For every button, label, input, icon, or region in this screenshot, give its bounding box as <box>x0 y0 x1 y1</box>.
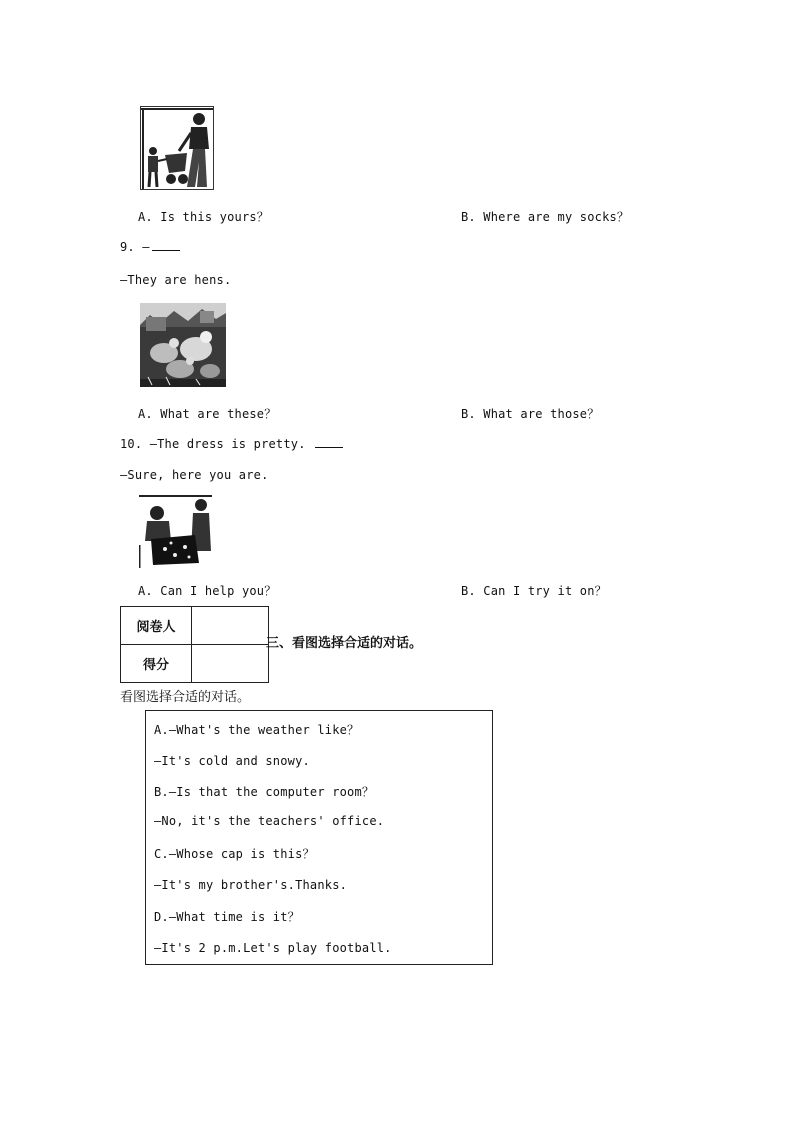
q9-option-b[interactable]: B. What are those？ <box>461 407 600 421</box>
section-3-title: 三、看图选择合适的对话。 <box>266 636 423 651</box>
dialogue-box <box>145 710 493 965</box>
q10-number: 10. —The dress is pretty. <box>120 437 306 451</box>
q9-picture <box>140 303 226 387</box>
q9-response: —They are hens. <box>120 273 232 287</box>
dialogue-a-question: A.—What's the weather like？ <box>154 723 360 737</box>
dialogue-c-answer: —It's my brother's.Thanks. <box>154 878 348 892</box>
score-cell[interactable] <box>192 645 269 683</box>
dialogue-d-answer: —It's 2 p.m.Let's play football. <box>154 941 392 955</box>
dialogue-a-answer: —It's cold and snowy. <box>154 754 310 768</box>
dialogue-b-answer: —No, it's the teachers' office. <box>154 814 385 828</box>
q8-option-a[interactable]: A. Is this yours？ <box>138 210 269 224</box>
q8-option-b[interactable]: B. Where are my socks？ <box>461 210 630 224</box>
score-label: 得分 <box>121 645 192 683</box>
q9-option-a[interactable]: A. What are these？ <box>138 407 277 421</box>
dialogue-c-question: C.—Whose cap is this？ <box>154 847 315 861</box>
q10-response: —Sure, here you are. <box>120 468 269 482</box>
q8-picture <box>140 106 214 190</box>
q10-answer-blank[interactable] <box>315 437 343 448</box>
q10-prompt <box>120 437 343 451</box>
grader-cell[interactable] <box>192 607 269 645</box>
dialogue-d-question: D.—What time is it？ <box>154 910 300 924</box>
q9-number: 9. — <box>120 240 150 254</box>
score-table <box>120 606 269 683</box>
section-3-instruction: 看图选择合适的对话。 <box>120 690 251 705</box>
grader-label: 阅卷人 <box>121 607 192 645</box>
q9-answer-blank[interactable] <box>152 240 180 251</box>
q9-prompt <box>120 240 180 254</box>
q10-option-b[interactable]: B. Can I try it on？ <box>461 584 607 598</box>
q10-option-a[interactable]: A. Can I help you？ <box>138 584 277 598</box>
q10-picture <box>139 495 212 568</box>
dialogue-b-question: B.—Is that the computer room？ <box>154 785 375 799</box>
